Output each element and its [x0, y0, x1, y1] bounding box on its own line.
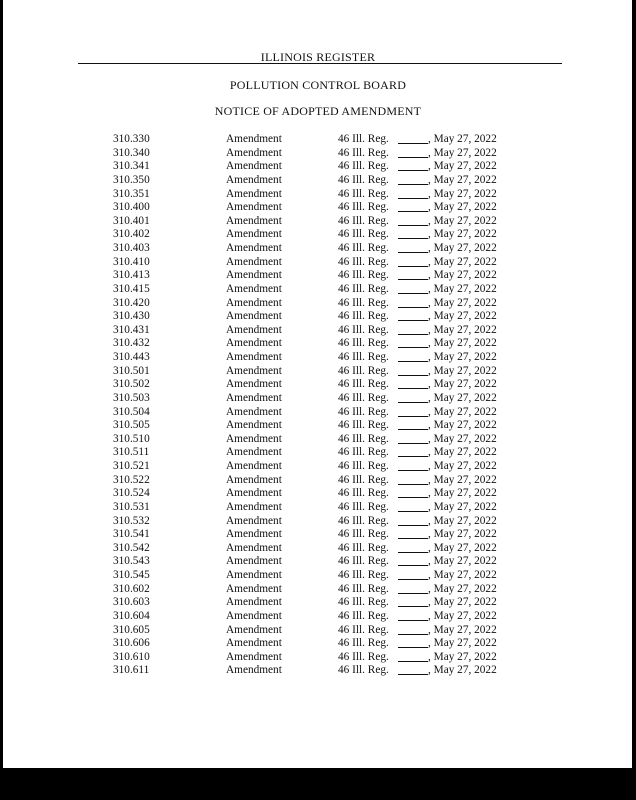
- table-row: [0, 147, 636, 161]
- table-row: [0, 215, 636, 229]
- publication-date: , May 27, 2022: [428, 228, 497, 241]
- register-citation: 46 Ill. Reg.: [338, 650, 389, 663]
- table-row: [0, 365, 636, 379]
- register-citation: 46 Ill. Reg.: [338, 269, 389, 282]
- register-citation: 46 Ill. Reg.: [338, 569, 389, 581]
- publication-date: , May 27, 2022: [428, 500, 497, 513]
- publication-date: , May 27, 2022: [428, 637, 497, 650]
- page-number-blank: [398, 310, 428, 321]
- publication-date: , May 27, 2022: [428, 282, 497, 295]
- table-row: [0, 528, 636, 542]
- page-number-blank: [398, 406, 428, 417]
- page-number-blank: [398, 433, 428, 444]
- publication-date: , May 27, 2022: [428, 596, 497, 609]
- register-citation: 46 Ill. Reg.: [338, 364, 389, 377]
- action-type: Amendment: [226, 214, 282, 227]
- page-number-blank: [398, 147, 428, 158]
- register-citation: 46 Ill. Reg.: [338, 405, 389, 418]
- table-row: [0, 256, 636, 270]
- section-number: 310.400: [113, 201, 150, 214]
- table-row: [0, 188, 636, 202]
- publication-date: , May 27, 2022: [428, 446, 497, 459]
- page-number-blank: [398, 487, 428, 498]
- register-citation: 46 Ill. Reg.: [338, 664, 389, 677]
- action-type: Amendment: [226, 405, 282, 418]
- publication-date: , May 27, 2022: [428, 487, 497, 500]
- register-citation: 46 Ill. Reg.: [338, 446, 389, 459]
- register-citation: 46 Ill. Reg.: [338, 419, 389, 432]
- register-citation: 46 Ill. Reg.: [338, 323, 389, 336]
- register-citation: 46 Ill. Reg.: [338, 351, 389, 363]
- table-row: [0, 664, 636, 678]
- page-number-blank: [398, 419, 428, 430]
- page-number-blank: [398, 460, 428, 471]
- table-row: [0, 310, 636, 324]
- page-number-blank: [398, 555, 428, 566]
- table-row: [0, 201, 636, 215]
- register-citation: 46 Ill. Reg.: [338, 282, 389, 295]
- action-type: Amendment: [226, 460, 282, 472]
- action-type: Amendment: [226, 133, 282, 145]
- page-number-blank: [398, 651, 428, 662]
- action-type: Amendment: [226, 269, 282, 282]
- table-row: [0, 474, 636, 488]
- amendment-table: [0, 133, 636, 678]
- section-number: 310.410: [113, 255, 150, 268]
- table-row: [0, 378, 636, 392]
- publication-date: , May 27, 2022: [428, 133, 497, 145]
- table-row: [0, 242, 636, 256]
- page-number-blank: [398, 365, 428, 376]
- notice-title: NOTICE OF ADOPTED AMENDMENT: [214, 104, 422, 118]
- page-number-blank: [398, 569, 428, 580]
- register-citation: 46 Ill. Reg.: [338, 460, 389, 472]
- page-number-blank: [398, 596, 428, 607]
- table-row: [0, 406, 636, 420]
- publication-date: , May 27, 2022: [428, 609, 497, 622]
- table-row: [0, 228, 636, 242]
- section-number: 310.605: [113, 623, 150, 636]
- section-number: 310.415: [113, 282, 150, 295]
- section-number: 310.504: [113, 405, 150, 418]
- action-type: Amendment: [226, 582, 282, 595]
- table-row: [0, 542, 636, 556]
- publication-date: , May 27, 2022: [428, 323, 497, 336]
- action-type: Amendment: [226, 569, 282, 581]
- table-row: [0, 283, 636, 297]
- section-number: 310.341: [113, 160, 150, 173]
- section-number: 310.413: [113, 269, 150, 282]
- page-number-blank: [398, 542, 428, 553]
- table-row: [0, 515, 636, 529]
- page-number-blank: [398, 242, 428, 253]
- table-row: [0, 419, 636, 433]
- page-number-blank: [398, 528, 428, 539]
- publication-date: , May 27, 2022: [428, 664, 497, 677]
- section-number: 310.510: [113, 432, 150, 445]
- publication-date: , May 27, 2022: [428, 378, 497, 391]
- register-citation: 46 Ill. Reg.: [338, 487, 389, 500]
- section-number: 310.432: [113, 337, 150, 350]
- table-row: [0, 460, 636, 474]
- table-row: [0, 610, 636, 624]
- register-citation: 46 Ill. Reg.: [338, 160, 389, 173]
- table-row: [0, 583, 636, 597]
- publication-date: , May 27, 2022: [428, 364, 497, 377]
- publication-date: , May 27, 2022: [428, 528, 497, 541]
- action-type: Amendment: [226, 487, 282, 500]
- page-number-blank: [398, 269, 428, 280]
- action-type: Amendment: [226, 650, 282, 663]
- register-citation: 46 Ill. Reg.: [338, 596, 389, 609]
- section-number: 310.430: [113, 310, 150, 323]
- table-row: [0, 651, 636, 665]
- table-row: [0, 446, 636, 460]
- section-number: 310.505: [113, 419, 150, 432]
- page-number-blank: [398, 474, 428, 485]
- page-number-blank: [398, 637, 428, 648]
- table-row: [0, 569, 636, 583]
- action-type: Amendment: [226, 473, 282, 486]
- table-row: [0, 555, 636, 569]
- section-number: 310.521: [113, 460, 150, 472]
- section-number: 310.511: [113, 446, 150, 459]
- register-citation: 46 Ill. Reg.: [338, 378, 389, 391]
- table-row: [0, 637, 636, 651]
- section-number: 310.542: [113, 541, 150, 554]
- register-citation: 46 Ill. Reg.: [338, 500, 389, 513]
- register-citation: 46 Ill. Reg.: [338, 173, 389, 186]
- header-rule: [78, 63, 562, 64]
- page-number-blank: [398, 378, 428, 389]
- page-number-blank: [398, 446, 428, 457]
- action-type: Amendment: [226, 173, 282, 186]
- register-citation: 46 Ill. Reg.: [338, 582, 389, 595]
- page-number-blank: [398, 228, 428, 239]
- page-number-blank: [398, 515, 428, 526]
- publication-date: , May 27, 2022: [428, 391, 497, 404]
- section-number: 310.532: [113, 514, 150, 527]
- action-type: Amendment: [226, 378, 282, 391]
- action-type: Amendment: [226, 596, 282, 609]
- register-citation: 46 Ill. Reg.: [338, 228, 389, 241]
- page-number-blank: [398, 664, 428, 675]
- register-citation: 46 Ill. Reg.: [338, 541, 389, 554]
- publication-date: , May 27, 2022: [428, 405, 497, 418]
- register-citation: 46 Ill. Reg.: [338, 146, 389, 159]
- publication-date: , May 27, 2022: [428, 623, 497, 636]
- page-number-blank: [398, 610, 428, 621]
- section-number: 310.403: [113, 242, 150, 254]
- register-citation: 46 Ill. Reg.: [338, 432, 389, 445]
- page-number-blank: [398, 215, 428, 226]
- register-citation: 46 Ill. Reg.: [338, 528, 389, 541]
- section-number: 310.522: [113, 473, 150, 486]
- action-type: Amendment: [226, 528, 282, 541]
- table-row: [0, 324, 636, 338]
- section-number: 310.330: [113, 133, 150, 145]
- table-row: [0, 624, 636, 638]
- register-title: ILLINOIS REGISTER: [260, 50, 376, 64]
- table-row: [0, 297, 636, 311]
- register-citation: 46 Ill. Reg.: [338, 637, 389, 650]
- register-citation: 46 Ill. Reg.: [338, 187, 389, 200]
- section-number: 310.501: [113, 364, 150, 377]
- table-row: [0, 160, 636, 174]
- action-type: Amendment: [226, 664, 282, 677]
- publication-date: , May 27, 2022: [428, 173, 497, 186]
- section-number: 310.610: [113, 650, 150, 663]
- register-citation: 46 Ill. Reg.: [338, 514, 389, 527]
- page-number-blank: [398, 501, 428, 512]
- register-citation: 46 Ill. Reg.: [338, 310, 389, 323]
- section-number: 310.340: [113, 146, 150, 159]
- action-type: Amendment: [226, 623, 282, 636]
- register-citation: 46 Ill. Reg.: [338, 133, 389, 145]
- table-row: [0, 501, 636, 515]
- publication-date: , May 27, 2022: [428, 269, 497, 282]
- register-citation: 46 Ill. Reg.: [338, 473, 389, 486]
- section-number: 310.611: [113, 664, 150, 677]
- action-type: Amendment: [226, 282, 282, 295]
- action-type: Amendment: [226, 391, 282, 404]
- register-citation: 46 Ill. Reg.: [338, 555, 389, 568]
- section-number: 310.602: [113, 582, 150, 595]
- section-number: 310.604: [113, 609, 150, 622]
- publication-date: , May 27, 2022: [428, 555, 497, 568]
- section-number: 310.606: [113, 637, 150, 650]
- action-type: Amendment: [226, 310, 282, 323]
- publication-date: , May 27, 2022: [428, 255, 497, 268]
- action-type: Amendment: [226, 637, 282, 650]
- page-number-blank: [398, 133, 428, 144]
- action-type: Amendment: [226, 187, 282, 200]
- page-number-blank: [398, 201, 428, 212]
- action-type: Amendment: [226, 541, 282, 554]
- table-row: [0, 174, 636, 188]
- board-title: POLLUTION CONTROL BOARD: [229, 78, 407, 92]
- table-row: [0, 351, 636, 365]
- publication-date: , May 27, 2022: [428, 214, 497, 227]
- publication-date: , May 27, 2022: [428, 432, 497, 445]
- action-type: Amendment: [226, 351, 282, 363]
- page-number-blank: [398, 337, 428, 348]
- section-number: 310.503: [113, 391, 150, 404]
- publication-date: , May 27, 2022: [428, 242, 497, 254]
- section-number: 310.545: [113, 569, 150, 581]
- action-type: Amendment: [226, 514, 282, 527]
- table-row: [0, 433, 636, 447]
- register-citation: 46 Ill. Reg.: [338, 214, 389, 227]
- publication-date: , May 27, 2022: [428, 296, 497, 309]
- action-type: Amendment: [226, 146, 282, 159]
- table-row: [0, 133, 636, 147]
- section-number: 310.401: [113, 214, 150, 227]
- action-type: Amendment: [226, 323, 282, 336]
- scan-bottom-band: [0, 768, 636, 800]
- section-number: 310.402: [113, 228, 150, 241]
- register-citation: 46 Ill. Reg.: [338, 609, 389, 622]
- page-number-blank: [398, 324, 428, 335]
- register-citation: 46 Ill. Reg.: [338, 242, 389, 254]
- publication-date: , May 27, 2022: [428, 419, 497, 432]
- section-number: 310.603: [113, 596, 150, 609]
- action-type: Amendment: [226, 609, 282, 622]
- action-type: Amendment: [226, 432, 282, 445]
- publication-date: , May 27, 2022: [428, 569, 497, 581]
- publication-date: , May 27, 2022: [428, 650, 497, 663]
- register-citation: 46 Ill. Reg.: [338, 623, 389, 636]
- table-row: [0, 392, 636, 406]
- publication-date: , May 27, 2022: [428, 473, 497, 486]
- page-number-blank: [398, 188, 428, 199]
- page-number-blank: [398, 297, 428, 308]
- publication-date: , May 27, 2022: [428, 514, 497, 527]
- register-citation: 46 Ill. Reg.: [338, 391, 389, 404]
- page-number-blank: [398, 392, 428, 403]
- action-type: Amendment: [226, 228, 282, 241]
- page-number-blank: [398, 624, 428, 635]
- publication-date: , May 27, 2022: [428, 582, 497, 595]
- register-citation: 46 Ill. Reg.: [338, 201, 389, 214]
- page-number-blank: [398, 160, 428, 171]
- table-row: [0, 487, 636, 501]
- action-type: Amendment: [226, 555, 282, 568]
- page-number-blank: [398, 283, 428, 294]
- section-number: 310.443: [113, 351, 150, 363]
- action-type: Amendment: [226, 446, 282, 459]
- action-type: Amendment: [226, 419, 282, 432]
- section-number: 310.351: [113, 187, 150, 200]
- section-number: 310.431: [113, 323, 150, 336]
- action-type: Amendment: [226, 364, 282, 377]
- section-number: 310.350: [113, 173, 150, 186]
- publication-date: , May 27, 2022: [428, 337, 497, 350]
- action-type: Amendment: [226, 255, 282, 268]
- page-number-blank: [398, 351, 428, 362]
- action-type: Amendment: [226, 160, 282, 173]
- publication-date: , May 27, 2022: [428, 201, 497, 214]
- register-citation: 46 Ill. Reg.: [338, 296, 389, 309]
- action-type: Amendment: [226, 296, 282, 309]
- action-type: Amendment: [226, 242, 282, 254]
- action-type: Amendment: [226, 201, 282, 214]
- table-row: [0, 337, 636, 351]
- publication-date: , May 27, 2022: [428, 160, 497, 173]
- publication-date: , May 27, 2022: [428, 351, 497, 363]
- publication-date: , May 27, 2022: [428, 460, 497, 472]
- section-number: 310.541: [113, 528, 150, 541]
- register-citation: 46 Ill. Reg.: [338, 255, 389, 268]
- publication-date: , May 27, 2022: [428, 310, 497, 323]
- table-row: [0, 596, 636, 610]
- section-number: 310.524: [113, 487, 150, 500]
- page-number-blank: [398, 174, 428, 185]
- page-number-blank: [398, 583, 428, 594]
- publication-date: , May 27, 2022: [428, 146, 497, 159]
- page-number-blank: [398, 256, 428, 267]
- section-number: 310.531: [113, 500, 150, 513]
- section-number: 310.543: [113, 555, 150, 568]
- section-number: 310.502: [113, 378, 150, 391]
- section-number: 310.420: [113, 296, 150, 309]
- publication-date: , May 27, 2022: [428, 541, 497, 554]
- register-citation: 46 Ill. Reg.: [338, 337, 389, 350]
- publication-date: , May 27, 2022: [428, 187, 497, 200]
- table-row: [0, 269, 636, 283]
- action-type: Amendment: [226, 337, 282, 350]
- action-type: Amendment: [226, 500, 282, 513]
